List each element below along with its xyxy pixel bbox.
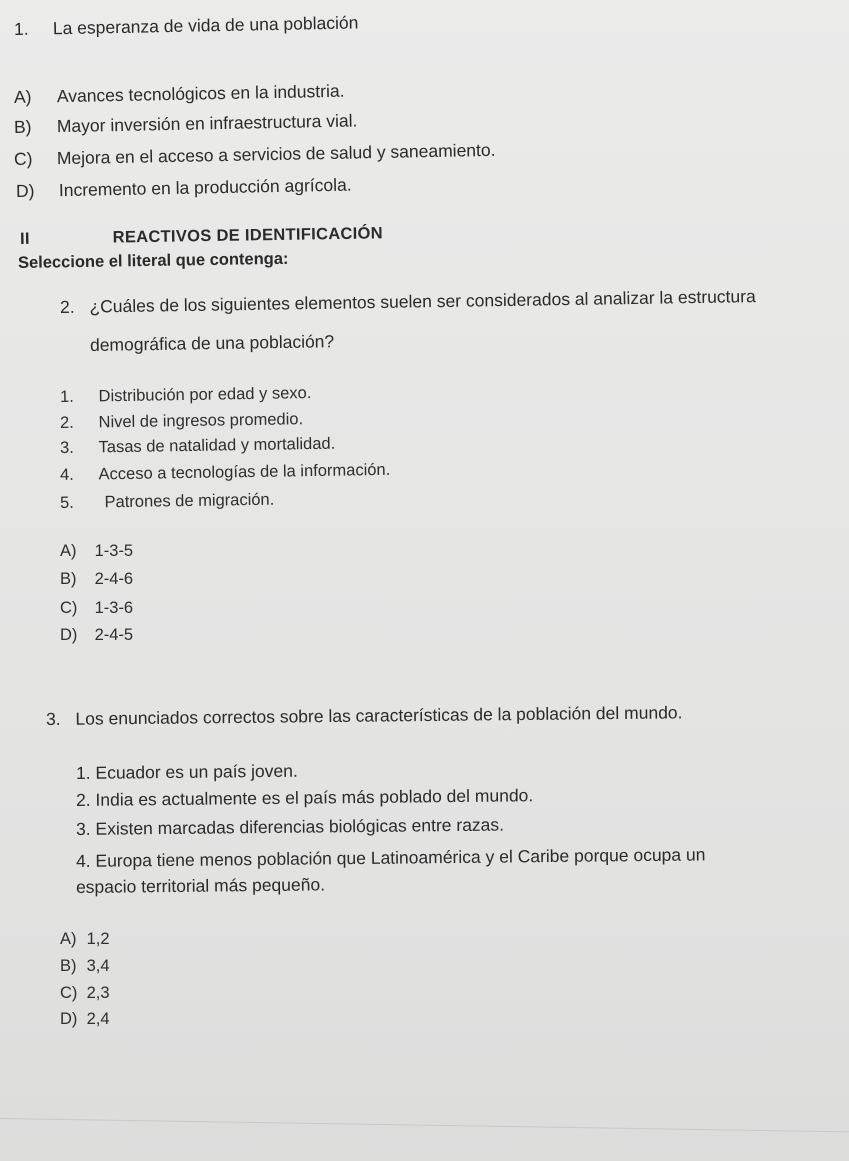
q2-item-5 [60, 489, 275, 514]
q3-option-a [60, 928, 110, 950]
q1-option-a [14, 80, 345, 108]
q3-option-d-text: 2,4 [86, 1010, 110, 1028]
q1-option-d-letter: D) [15, 180, 35, 201]
q3-stem [46, 701, 683, 730]
q2-item-2-text: Nivel de ingresos promedio. [98, 410, 304, 432]
q3-item-4-continued: espacio territorial más pequeño. [75, 874, 326, 897]
q1-option-c [14, 139, 496, 170]
q2-item-2-number: 2. [59, 413, 74, 432]
q2-item-1-number: 1. [59, 387, 74, 406]
q1-option-b-text: Mayor inversión en infraestructura vial. [56, 110, 358, 137]
q2-item-3-text: Tasas de natalidad y mortalidad. [98, 434, 336, 457]
q2-item-5-text: Patrones de migración. [104, 490, 275, 512]
q2-item-1 [60, 382, 312, 408]
q2-option-c-text: 1-3-6 [94, 599, 134, 617]
q2-option-d [60, 624, 133, 646]
q3-item-4: 4. Europa tiene menos población que Latinoamérica y el Caribe porque ocupa un [75, 844, 706, 871]
q3-option-d-letter: D) [60, 1010, 78, 1028]
q1-option-b-letter: B) [13, 116, 32, 137]
q1-option-d-text: Incremento en la producción agrícola. [58, 174, 352, 201]
q2-option-a-text: 1-3-5 [94, 542, 134, 560]
section-title: REACTIVOS DE IDENTIFICACIÓN [112, 224, 384, 247]
q3-option-c-letter: C) [60, 984, 78, 1002]
q3-option-c [60, 982, 110, 1004]
section-numeral: II [19, 229, 30, 248]
q2-line1: ¿Cuáles de los siguientes elementos suelen ser considerados al analizar la estructura [89, 286, 756, 317]
q1-option-b [14, 109, 358, 138]
q2-item-4-text: Acceso a tecnologías de la información. [98, 460, 391, 484]
q2-option-d-text: 2-4-5 [94, 626, 134, 644]
q3-text: Los enunciados correctos sobre las características de la población del mundo. [75, 702, 683, 729]
q1-option-a-text: Avances tecnológicos en la industria. [56, 80, 345, 107]
q2-option-a-letter: A) [60, 542, 77, 560]
q2-line2: demográfica de una población? [89, 331, 335, 355]
q3-option-b [60, 955, 110, 977]
q1-option-c-text: Mejora en el acceso a servicios de salud y saneamiento. [56, 139, 496, 169]
q2-number: 2. [59, 296, 75, 317]
q3-option-b-text: 3,4 [86, 957, 110, 975]
q2-item-4 [60, 459, 391, 486]
q2-option-b-letter: B) [60, 570, 77, 588]
q2-option-b-text: 2-4-6 [94, 570, 134, 588]
q3-item-3: 3. Existen marcadas diferencias biológicas entre razas. [75, 814, 505, 839]
q1-option-a-letter: A) [13, 86, 32, 107]
q3-item-2: 2. India es actualmente es el país más poblado del mundo. [75, 785, 534, 810]
q1-option-c-letter: C) [13, 148, 33, 169]
q3-number: 3. [45, 708, 61, 729]
page-bottom-divider [0, 1118, 849, 1132]
section-heading [20, 224, 383, 249]
q2-stem [60, 285, 756, 318]
q2-option-b [60, 568, 133, 590]
q2-option-c [60, 597, 133, 619]
q2-item-4-number: 4. [59, 465, 74, 484]
q2-option-d-letter: D) [60, 626, 78, 644]
q1-number: 1. [13, 18, 29, 39]
q1-text: La esperanza de vida de una población [52, 12, 359, 39]
q3-option-a-letter: A) [60, 930, 77, 948]
q2-option-c-letter: C) [60, 599, 78, 617]
q2-option-a [60, 540, 133, 562]
q3-option-b-letter: B) [60, 957, 77, 975]
q1-stem [14, 11, 359, 40]
q3-option-c-text: 2,3 [86, 984, 110, 1002]
q2-item-5-number: 5. [59, 493, 74, 512]
q3-option-d [60, 1008, 110, 1030]
q2-item-3-number: 3. [59, 438, 74, 457]
q2-item-3 [60, 433, 336, 459]
section-instruction: Seleccione el literal que contenga: [17, 249, 289, 272]
q1-option-d [16, 174, 352, 202]
q3-item-1: 1. Ecuador es un país joven. [75, 760, 298, 783]
q2-item-2 [60, 408, 303, 434]
q2-item-1-text: Distribución por edad y sexo. [98, 384, 312, 406]
q3-option-a-text: 1,2 [86, 930, 110, 948]
